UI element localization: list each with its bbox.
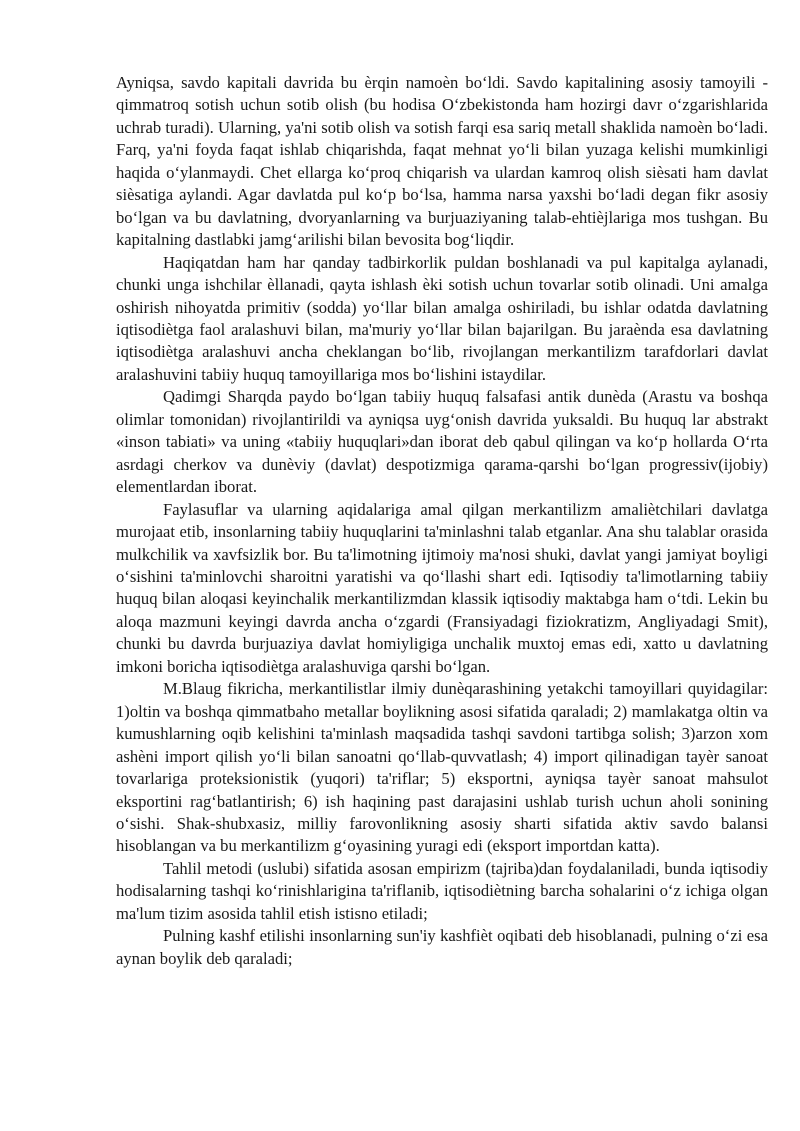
paragraph-analysis-method: Tahlil metodi (uslubi) sifatida asosan empirizm (tajriba)dan foydalaniladi, bunda iqtisodiy hodisalarning tashqi ko‘rinishlarigina ta'riflanib, iqtisodiètning barcha sohalarini o‘z ichiga olgan ma'lum tizim asosida tahlil etish istisno etiladi; <box>116 858 768 923</box>
paragraph-blaug-principles: M.Blaug fikricha, merkantilistlar ilmiy dunèqarashining yetakchi tamoyillari quyidagilar: 1)oltin va boshqa qimmatbaho metallar boylikning asosi sifatida qaraladi; 2) mamlakatga oltin va kumushlarning oqib kelishini ta'minlash maqsadida tashqi savdoni tartibga solish; 3)arzon xom ashèni import qilish yo‘li bilan sanoatni qo‘llab-quvvatlash; 4) import qilinadigan tayèr sanoat tovarlariga proteksionistik (yuqori) ta'riflar; 5) eksportni, ayniqsa tayèr sanoat mahsulot eksportini rag‘batlantirish; 6) ish haqining past darajasini ushlab turish uchun aholi sonining o‘sishi. Shak-shubxasiz, milliy farovonlikning asosiy sharti sifatida aktiv savdo balansi hisoblangan va bu merkantilizm g‘oyasining yuragi edi (eksport importdan katta). <box>116 679 768 856</box>
paragraph-entrepreneurship: Haqiqatdan ham har qanday tadbirkorlik puldan boshlanadi va pul kapitalga aylanadi, chunki unga ishchilar èllanadi, qayta ishlash èki sotish uchun tovarlar sotib olinadi. Uni amalga oshirish nihoyatda primitiv (sodda) yo‘llar bilan amalga oshiriladi, bu ishlar odatda davlatning iqtisodiètga faol aralashuvi bilan, ma'muriy yo‘llar bilan bajarilgan. Bu jaraènda esa davlatning iqtisodiètga aralashuvi ancha cheklangan bo‘lib, rivojlangan merkantilizm tarafdorlari davlat aralashuvini tabiiy huquq tamoyillariga mos bo‘lishini istaydilar. <box>116 252 768 384</box>
document-page <box>116 72 768 970</box>
paragraph-natural-law: Qadimgi Sharqda paydo bo‘lgan tabiiy huquq falsafasi antik dunèda (Arastu va boshqa olimlar tomonidan) rivojlantirildi va ayniqsa uyg‘onish davrida yuksaldi. Bu huquq lar abstrakt «inson tabiati» va uning «tabiiy huquqlari»dan iborat deb qabul qilingan va ko‘p hollarda O‘rta asrdagi cherkov va dunèviy (davlat) despotizmiga qarama-qarshi bo‘lgan progressiv(ijobiy) elementlardan iborat. <box>116 387 768 497</box>
paragraph-money-discovery: Pulning kashf etilishi insonlarning sun'iy kashfièt oqibati deb hisoblanadi, pulning o‘zi esa aynan boylik deb qaraladi; <box>116 926 768 968</box>
paragraph-philosophers: Faylasuflar va ularning aqidalariga amal qilgan merkantilizm amaliètchilari davlatga murojaat etib, insonlarning tabiiy huquqlarini ta'minlashni talab etganlar. Ana shu talablar orasida mulkchilik va xavfsizlik bor. Bu ta'limotning ijtimoiy ma'nosi shuki, davlat yangi jamiyat boyligi o‘sishini ta'minlovchi sharoitni yaratishi va qo‘llashi shart edi. Iqtisodiy ta'limotlarning tabiiy huquq bilan aloqasi keyinchalik merkantilizmdan klassik iqtisodiy maktabga ham o‘tdi. Lekin bu aloqa mazmuni keyingi davrda ancha o‘zgardi (Fransiyadagi fiziokratizm, Angliyadagi Smit), chunki bu davrda burjuaziya davlat homiyligiga unchalik muxtoj emas edi, xatto u davlatning imkoni boricha iqtisodiètga aralashuviga qarshi bo‘lgan. <box>116 499 768 676</box>
paragraph-trade-capital: Ayniqsa, savdo kapitali davrida bu èrqin namoèn bo‘ldi. Savdo kapitalining asosiy tamoyili - qimmatroq sotish uchun sotib olish (bu hodisa O‘zbekistonda ham hozirgi davr o‘zgarishlarida uchrab turadi). Ularning, ya'ni sotib olish va sotish farqi esa sariq metall shaklida namoèn bo‘ladi. Farq, ya'ni foyda faqat ishlab chiqarishda, faqat mehnat yo‘li bilan yuzaga kelishi mumkinligi haqida o‘ylanmaydi. Chet ellarga ko‘proq chiqarish va ulardan kamroq olish sièsati ham davlat sièsatiga aylandi. Agar davlatda pul ko‘p bo‘lsa, hamma narsa yaxshi bo‘ladi degan fikr asosiy bo‘lgan va bu davlatning, dvoryanlarning va burjuaziyaning talab-ehtièjlariga mos tushgan. Bu kapitalning dastlabki jamg‘arilishi bilan bevosita bog‘liqdir. <box>116 73 768 250</box>
